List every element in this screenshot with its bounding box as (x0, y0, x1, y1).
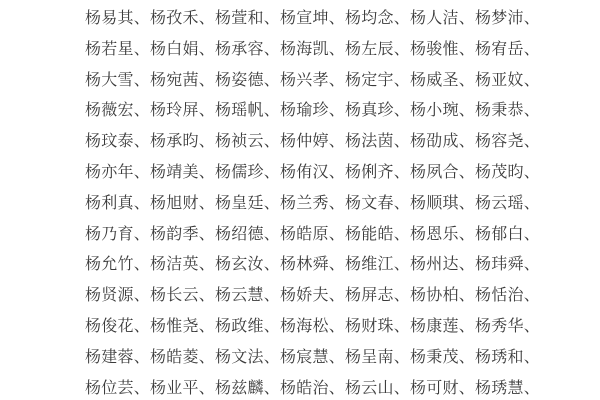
name-list-line: 杨乃育、杨韵季、杨绍德、杨皓原、杨能皓、杨恩乐、杨郁白、 (85, 225, 541, 243)
name-list-line: 杨贤源、杨长云、杨云慧、杨娇夫、杨屏志、杨协柏、杨恬治、 (85, 287, 541, 305)
name-list-line: 杨俊花、杨惟尧、杨政维、杨海松、杨财珠、杨康莲、杨秀华、 (85, 317, 541, 335)
name-list-line: 杨若星、杨白娟、杨承容、杨海凯、杨左辰、杨骏惟、杨宥岳、 (85, 40, 541, 58)
name-list-line: 杨大雪、杨宛茜、杨姿德、杨兴孝、杨定宇、杨威圣、杨亚妏、 (85, 71, 541, 89)
name-list-line: 杨薇宏、杨玲屏、杨瑶帆、杨瑜珍、杨真珍、杨小琬、杨秉恭、 (85, 102, 541, 120)
name-list-line: 杨建蓉、杨皓菱、杨文法、杨宸慧、杨呈南、杨秉茂、杨琇和、 (85, 348, 541, 366)
name-list-line: 杨亦年、杨靖美、杨儒珍、杨侑汉、杨俐齐、杨夙合、杨茂昀、 (85, 163, 541, 181)
name-list-line: 杨允竹、杨洁英、杨玄汝、杨林舜、杨维江、杨州达、杨玮舜、 (85, 256, 541, 274)
name-list-line: 杨利真、杨旭财、杨皇廷、杨兰秀、杨文春、杨顺琪、杨云瑶、 (85, 194, 541, 212)
name-list-line: 杨易其、杨孜禾、杨萱和、杨宣坤、杨均念、杨人洁、杨梦沛、 (85, 10, 541, 27)
name-list-line: 杨位芸、杨业平、杨兹麟、杨皓治、杨云山、杨可财、杨琇慧、 (85, 379, 541, 397)
name-list-line: 杨玟泰、杨承昀、杨祯云、杨仲婷、杨法茵、杨劭成、杨容尧、 (85, 133, 541, 151)
